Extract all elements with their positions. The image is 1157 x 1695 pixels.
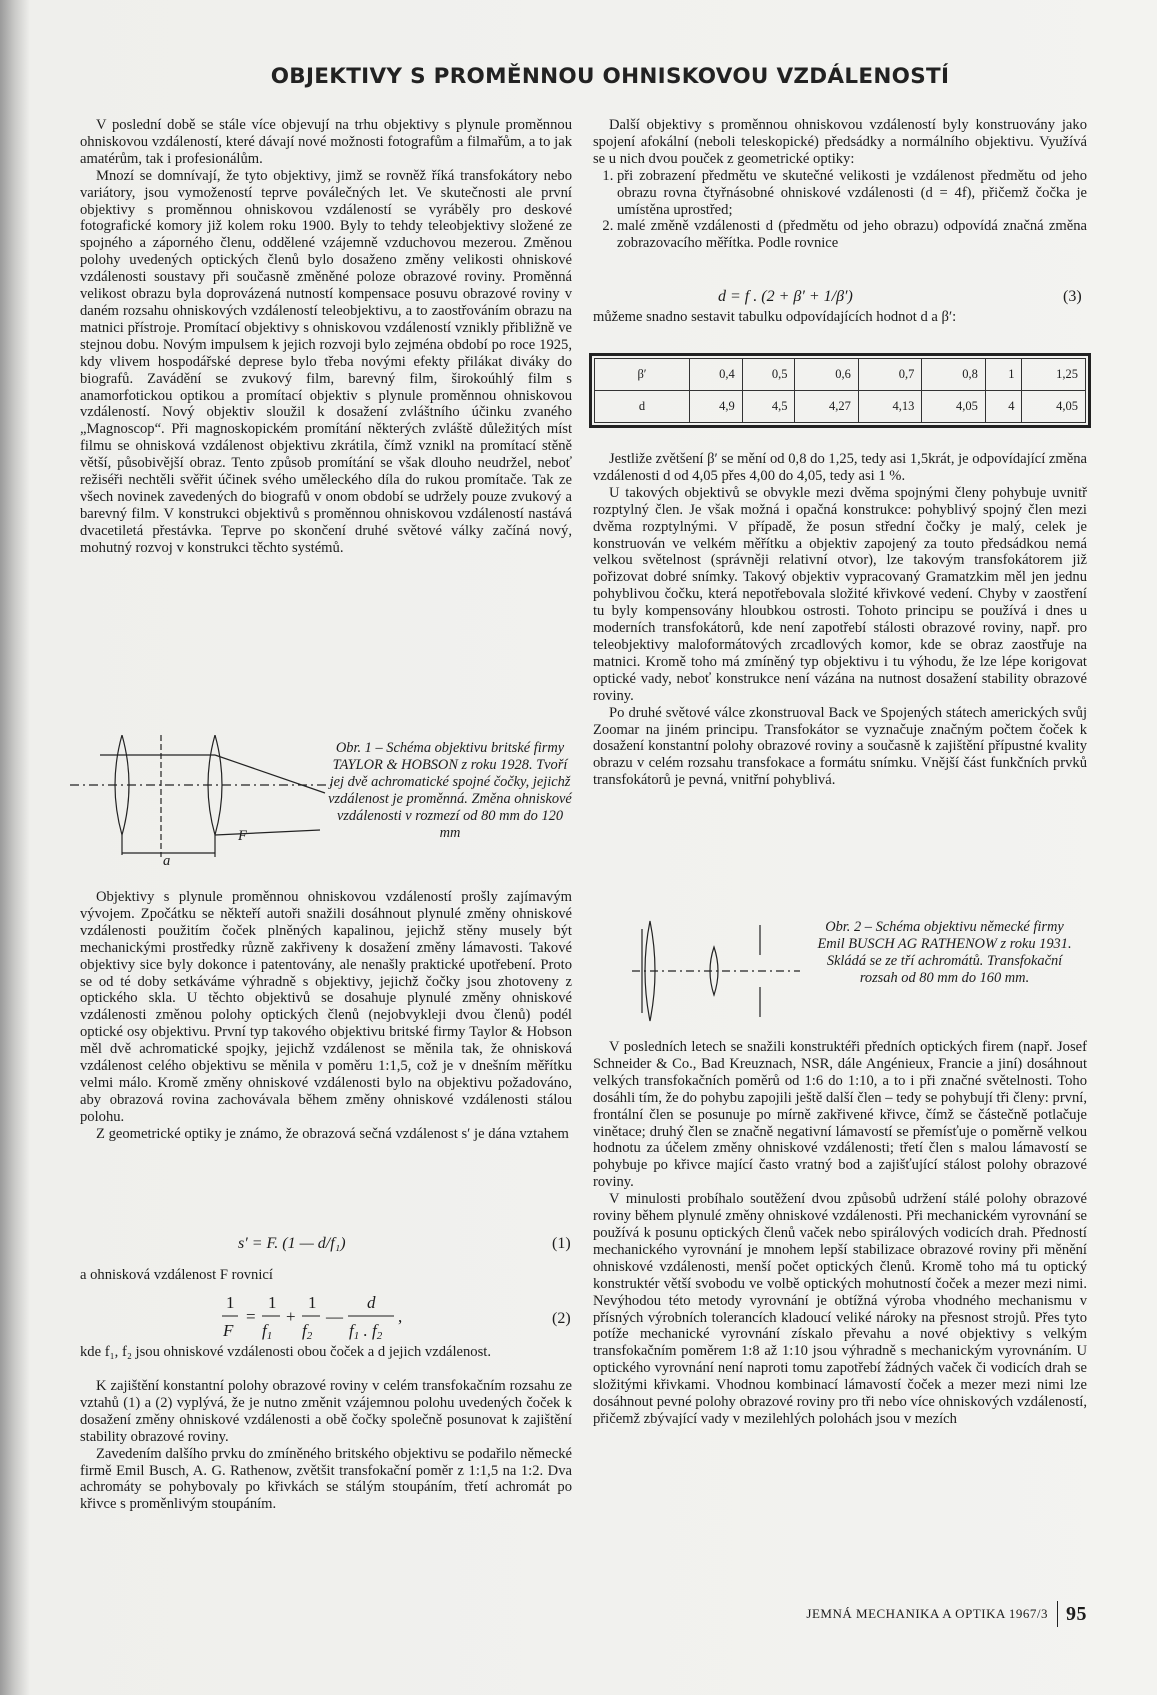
svg-text:1: 1: [226, 1293, 235, 1312]
figure-1-schematic: [70, 735, 340, 875]
dim-arrow-F: [215, 830, 320, 835]
table-cell: 0,6: [795, 359, 858, 391]
paragraph: Po druhé světové válce zkonstruoval Back ve Spojených státech amerických svůj Zoomar na jiném principu. Transfokátor se vyznačuje značným počtem čoček k dosažení konstantní polohy obrazové roviny a současně k zajištění přípustné kvality obrazu v celém rozsahu transfokace a formátu snímku. Vnější část funkčních prvků transfokátorů je pevná, vnitřní pohyblivá.: [593, 704, 1087, 789]
table-cell: 4,13: [858, 391, 921, 423]
table-row: [595, 359, 1086, 391]
table-cell: 0,7: [858, 359, 921, 391]
equation-2-number: (2): [552, 1310, 571, 1327]
svg-text:f2: f2: [302, 1321, 313, 1342]
paragraph: Mnozí se domnívají, že tyto objektivy, jimž se rovněž říká transfokátory nebo variátory, jsou vymožeností teprve poválečných let. Ve skutečnosti ale první objektivy s proměnnou ohniskovou vzdáleností se vyráběly pro deskové fotografické komory již kolem roku 1900. Byly to tehdy teleobjektivy složené ze spojného a záporného členu, oddělené vzájemně vzduchovou mezerou. Změnou polohy uvedených optických členů bylo dosaženo změny velikosti ohniskové vzdálenosti soustavy při současně změněné poloze obrazové roviny. Proměnná velikost obrazu byla doprovázená nutností kompensace posuvu obrazové roviny v daném rozsahu ohniskových vzdáleností teleobjektivu, a to zaostřováním obrazu na matnici přístroje. Promítací objektivy s ohniskovou vzdáleností vznikly přibližně ve stejnou dobu. Novým impulsem k jejich rozvoji bylo zejména období po roce 1925, kdy vlivem hospodářské deprese bylo třeba novými efekty přilákat diváky do biografů. Zavádění se zvukový film, barevný film, širokoúhlý film s anamorfotickou optikou a promítací objektiv s plynule proměnnou ohniskovou vzdáleností. Nový objektiv sloužil k dosažení zvláštního účinku zvaného „Magnoscop“. Při magnoskopickém promítání některých zvláště důležitých míst filmu se ohnisková vzdálenost objektivu zkrátila, čímž vznikl na promítací stěně větší, působivější obraz. Tento způsob promítání se však dlouho neudržel, neboť režiséři nechtěli svěřit účinek svého uměleckého díla do rukou promítače. Tak ze všech novinek zavedených do biografů v onom období se udržely pouze zvukový a barevný film. V konstrukci objektivů s proměnnou ohniskovou vzdáleností nastává dvacetiletá přestávka. Teprve po skončení druhé světové války začíná nový, mohutný rozvoj v konstrukci těchto systémů.: [80, 167, 572, 556]
table-cell: 0,4: [690, 359, 743, 391]
equation-3-number: (3): [1063, 288, 1082, 305]
table-cell: 4,27: [795, 391, 858, 423]
right-column-text-3: [593, 1039, 1087, 1561]
table-cell: 1: [985, 359, 1022, 391]
table-row: [595, 391, 1086, 423]
equation-2-after: kde f₁, f₂ jsou ohniskové vzdálenosti obou čoček a d jejich vzdálenost.: [80, 1344, 491, 1360]
right-column-text: [593, 117, 1087, 300]
table-cell: 1,25: [1022, 359, 1086, 391]
paragraph: V posledních letech se snažili konstruktéři předních optických firem (např. Josef Schneider & Co., Bad Kreuznach, NSR, dále Angénieux, Francie a jiní) dosáhnout velkých transfokačních poměrů od 1:6 do 1:10, a to i při značné světelnosti. Toho dosáhli tím, že do pohybu zapojili ještě další člen – tedy se pohybují tři členy: první, frontální člen se posunuje po mírně zakřivené křivce, čímž se částečně potlačuje vinětace; druhý člen se značně negativní lámavostí se přemísťuje o poměrně velkou hodnotu za účelem změny ohniskové vzdálenosti; třetí člen s malou lámavostí se pohybuje po křivce mající často vratný bod a zajišťující stálost polohy obrazové roviny.: [593, 1039, 1087, 1191]
left-column-text: [80, 117, 572, 727]
table-cell: 0,5: [742, 359, 795, 391]
beta-d-table: [594, 358, 1086, 423]
right-column-text-2: [593, 451, 1087, 905]
paragraph: U takových objektivů se obvykle mezi dvěma spojnými členy pohybuje uvnitř rozptylný člen. Je však možná i opačná konstrukce: pohyblivý spojný člen mezi dvěma rozptylnými. V případě, že posun střední čočky je malý, celek je konstruován ve velkém měřítku a objektiv zapojený za touto předsádkou nemá velkou světelnost (správněji relativní otvor), lze takovým transfokátorem již pořizovat dobré snímky. Takový objektiv vypracovaný Gramatzkim měl jen jednu pohyblivou čočku, která nepotřebovala složité křivkové vedení. Chyby v zaostření tu byly kompensovány hloubkou ostrosti. Tohoto principu se používá i dnes u moderních transfokátorů, kde není zapotřebí stálosti obrazové roviny, např. pro teleobjektivy maloformátových zrcadlových komor, kde se obraz zaostřuje na matnici. Kromě toho má zmíněný typ objektivu i tu výhodu, že lze lépe korigovat optické vady, neboť konstrukce není vázána na nutnost dosažení stability obrazové roviny.: [593, 484, 1087, 704]
table-cell: 4,05: [922, 391, 985, 423]
ray: [215, 755, 325, 793]
list-item: 2. malé změně vzdálenosti d (předmětu od jeho obrazu) odpovídá značná změna zobrazovacího měřítka. Podle rovnice: [617, 218, 1087, 252]
figure-2-schematic: [632, 915, 802, 1027]
equation-1-number: (1): [552, 1235, 571, 1252]
footer-divider: [1057, 1601, 1058, 1627]
svg-text:F: F: [223, 1321, 234, 1340]
svg-text:d: d: [367, 1293, 376, 1312]
paragraph: K zajištění konstantní polohy obrazové roviny v celém transfokačním rozsahu ze vztahů (1) a (2) vyplývá, že je nutno změnit vzájemnou polohu uvedených čoček k dosažení změny ohniskové vzdálenosti a obě čočky společně posunovat k zajištění stability obrazové roviny.: [80, 1378, 572, 1445]
equation-3-after: můžeme snadno sestavit tabulku odpovídajících hodnot d a β′:: [593, 309, 957, 325]
svg-text:f1 . f2: f1 . f2: [349, 1321, 383, 1342]
figure-2-caption: Obr. 2 – Schéma objektivu německé firmy Emil BUSCH AG RATHENOW z roku 1931. Skládá se ze tří achromátů. Transfokační rozsah od 80 mm do 160 mm.: [817, 919, 1072, 986]
figure-1-label-F: F: [238, 828, 247, 844]
page-number: 95: [1066, 1602, 1087, 1625]
equation-2: [222, 1290, 432, 1346]
paragraph: V minulosti probíhalo soutěžení dvou způsobů udržení stálé polohy obrazové roviny během plynulé změny ohniskové vzdálenosti. Při mechanickém vyrovnání se používá k posunu optických členů vaček nebo spirálových vodicích drah. Předností mechanického vyrovnání je mnohem lepší stabilizace obrazové roviny při měnění ohniskové vzdálenosti, menší počet optických členů. Kromě toho má tu optický konstruktér větší svobodu ve volbě optických mohutností čoček a mezer mezi nimi. Nevýhodou této metody vyrovnání je obtížná výroba vhodného mechanismu v přísných výrobních tolerancích kladoucí veliké nároky na přesnost strojů. Přes tyto potíže mechanické vyrovnání získalo převahu a nové objektivy s velkým transfokačním poměrem 1:8 až 1:10 jsou výhradně s mechanickým vyrovnáním. U optického vyrovnání není naproti tomu zapotřebí žádných vaček či vodicích drah se složitými křivkami. Vhodnou kombinací lámavostí čoček a mezer mezi nimi lze dosáhnout pevné polohy obrazové roviny pro tři nebo více ohniskových vzdáleností, přičemž zbývající vady v mezilehlých polohách jsou v mezích: [593, 1191, 1087, 1427]
equation-1: s′ = F. (1 — d/f₁): [238, 1235, 346, 1252]
svg-text:=: =: [246, 1307, 256, 1326]
paragraph: Jestliže zvětšení β′ se mění od 0,8 do 1,25, tedy asi 1,5krát, je odpovídající změna vzdálenosti d od 4,05 přes 4,00 do 4,05, tedy asi 1 %.: [593, 451, 1087, 484]
figure-1-label-a: a: [163, 853, 171, 869]
left-column-text-3: [80, 1378, 572, 1578]
table-cell: d: [595, 391, 690, 423]
journal-name: JEMNÁ MECHANIKA A OPTIKA 1967/3: [806, 1606, 1048, 1621]
paragraph: Z geometrické optiky je známo, že obrazová sečná vzdálenost s′ je dána vztahem: [96, 1125, 569, 1142]
optics-principles-list: [593, 168, 1087, 253]
svg-text:f1: f1: [262, 1321, 273, 1342]
figure-1-caption: Obr. 1 – Schéma objektivu britské firmy TAYLOR & HOBSON z roku 1928. Tvoří jej dvě achromatické spojné čočky, jejichž vzdálenost je proměnná. Změna ohniskové vzdálenosti v rozmezí od 80 mm do 120 mm: [328, 740, 572, 841]
article-title: OBJEKTIVY S PROMĚNNOU OHNISKOVOU VZDÁLENOSTÍ: [270, 64, 950, 89]
paragraph: Objektivy s plynule proměnnou ohniskovou vzdáleností prošly zajímavým vývojem. Zpočátku se někteří autoři snažili dosáhnout plynulé změny ohniskové vzdálenosti použitím čoček plněných kapalinou, jejichž stěny musely být mechanickými prostředky různě zakřiveny k dosažení změny lámavosti. Takové objektivy sice byly dokonce i patentovány, ale nenašly praktické upotřebení. Proto se od té doby setkáváme výhradně s objektivy, jejichž čočky jsou zhotoveny z optického skla. U těchto objektivů se dosahuje plynulé změny ohniskové vzdálenosti změnou polohy optických členů (nejobvykleji dvou členů) podél optické osy objektivu. První typ takového objektivu britské firmy Taylor & Hobson měl dvě achromatické spojky, jejichž vzdálenost se měnila tak, že ohnisková vzdálenost celého objektivu se měnila v poměru 1:1,5, což je v dnešním měřítku velmi málo. Kromě změny ohniskové vzdálenosti bylo na objektivu požadováno, aby obrazová rovina zachovávala během změny ohniskové vzdálenosti stálou polohu.: [80, 889, 572, 1125]
table-cell: 4: [985, 391, 1022, 423]
table-cell: 0,8: [922, 359, 985, 391]
paragraph: Zavedením dalšího prvku do zmíněného britského objektivu se podařilo německé firmě Emil Busch, A. G. Rathenow, zvětšit transfokační poměr z 1:1,5 na 1:2. Dva achromáty se pohybovaly po křivkách se stálým stoupáním, třetí achromát po křivce s proměnlivým stoupáním.: [80, 1445, 572, 1513]
equation-2-intro: a ohnisková vzdálenost F rovnicí: [80, 1267, 273, 1283]
table-cell: β′: [595, 359, 690, 391]
table-cell: 4,5: [742, 391, 795, 423]
paragraph: V poslední době se stále více objevují na trhu objektivy s plynule proměnnou ohniskovou vzdáleností, které dávají nové možnosti fotografům a filmařům, a to jak amatérům, tak i profesionálům.: [80, 117, 572, 167]
svg-text:1: 1: [308, 1293, 317, 1312]
table-cell: 4,05: [1022, 391, 1086, 423]
list-item: 1. při zobrazení předmětu ve skutečné velikosti je vzdálenost předmětu od jeho obrazu rovna čtyřnásobné ohniskové vzdálenosti (d = 4f), přičemž čočka je umístěna uprostřed;: [617, 168, 1087, 219]
table-cell: 4,9: [690, 391, 743, 423]
svg-text:,: ,: [398, 1307, 403, 1326]
svg-text:1: 1: [268, 1293, 277, 1312]
left-column-text-2: [80, 889, 572, 1241]
page-footer: [806, 1601, 1087, 1627]
equation-3: d = f . (2 + β′ + 1/β′): [718, 288, 853, 305]
paragraph: Další objektivy s proměnnou ohniskovou vzdáleností byly konstruovány jako spojení afokální (neboli teleskopické) předsádky a normálního objektivu. Využívá se u nich dvou pouček z geometrické optiky:: [593, 117, 1087, 167]
svg-text:—: —: [326, 1307, 343, 1326]
svg-text:+: +: [286, 1307, 296, 1326]
